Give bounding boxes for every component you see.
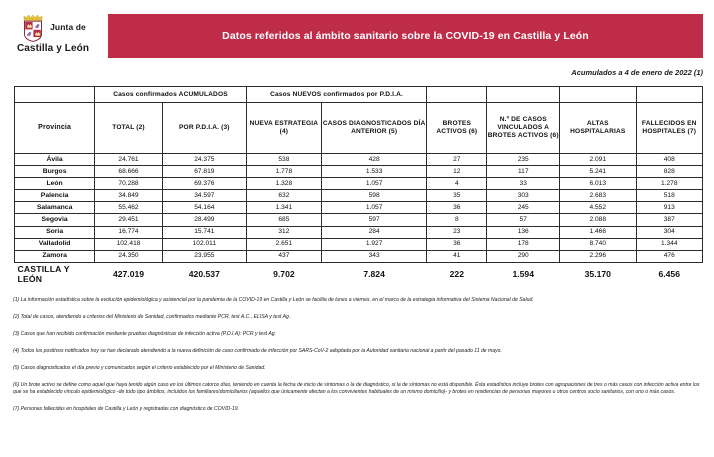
cell-fallecidos-hospitales: 304 — [636, 226, 703, 238]
table-body — [15, 154, 703, 285]
column-header-por-pdia: POR P.D.I.A. (3) — [162, 103, 246, 154]
cell-total: 16.774 — [95, 226, 163, 238]
cell-fallecidos-hospitales: 828 — [636, 166, 703, 178]
cell-nueva-estrategia: 312 — [246, 226, 321, 238]
group-header-spacer-4 — [560, 87, 636, 103]
footnote-3: (3) Casos que han recibido confirmación mediante pruebas diagnósticas de infección activa (P.D.I.A): PCR y test Ag. — [13, 330, 277, 337]
cell-por-pdia: 15.741 — [162, 226, 246, 238]
accumulated-date-note: Acumulados a 4 de enero de 2022 (1) — [571, 68, 703, 77]
cell-casos-dia-anterior: 284 — [322, 226, 427, 238]
cell-altas-hospitalarias: 2.091 — [560, 154, 636, 166]
total-fallecidos-hospitales: 6.456 — [636, 262, 703, 284]
group-header-spacer — [15, 87, 95, 103]
table-row — [15, 238, 703, 250]
cell-por-pdia: 34.597 — [162, 190, 246, 202]
page-header — [0, 0, 714, 60]
cell-brotes-activos: 23 — [427, 226, 487, 238]
footnote-5: (5) Casos diagnosticados el día previo y comunicados según el criterio establecido por el Ministerio de Sanidad. — [13, 364, 266, 371]
footnote-7: (7) Personas fallecidas en hospitales de Castilla y León y registradas con diagnóstico de COVID-19. — [13, 406, 239, 413]
cell-total: 29.451 — [95, 214, 163, 226]
cell-provincia: Segovia — [15, 214, 95, 226]
table-row — [15, 202, 703, 214]
cell-provincia: Ávila — [15, 154, 95, 166]
table-group-header-row — [15, 87, 703, 103]
cell-casos-dia-anterior: 1.057 — [322, 202, 427, 214]
table-total-row — [15, 262, 703, 284]
cell-nueva-estrategia: 685 — [246, 214, 321, 226]
cell-total: 102.418 — [95, 238, 163, 250]
cell-casos-dia-anterior: 1.057 — [322, 178, 427, 190]
cell-casos-vinculados: 235 — [487, 154, 560, 166]
cell-altas-hospitalarias: 8.740 — [560, 238, 636, 250]
cell-fallecidos-hospitales: 518 — [636, 190, 703, 202]
column-header-total: TOTAL (2) — [95, 103, 163, 154]
table-row — [15, 250, 703, 262]
cell-altas-hospitalarias: 6.013 — [560, 178, 636, 190]
cell-fallecidos-hospitales: 1.278 — [636, 178, 703, 190]
column-header-casos-vinculados-brotes: N.º DE CASOS VINCULADOS A BROTES ACTIVOS (6) — [487, 103, 560, 154]
cell-provincia: Valladolid — [15, 238, 95, 250]
cell-casos-vinculados: 290 — [487, 250, 560, 262]
cell-total: 24.761 — [95, 154, 163, 166]
total-casos-dia-anterior: 7.824 — [322, 262, 427, 284]
cell-provincia: Soria — [15, 226, 95, 238]
cell-nueva-estrategia: 2.651 — [246, 238, 321, 250]
cell-casos-vinculados: 33 — [487, 178, 560, 190]
column-header-fallecidos-hospitales: FALLECIDOS EN HOSPITALES (7) — [636, 103, 703, 154]
cell-casos-vinculados: 57 — [487, 214, 560, 226]
cell-altas-hospitalarias: 2.088 — [560, 214, 636, 226]
footnotes-block — [13, 297, 707, 414]
cell-brotes-activos: 4 — [427, 178, 487, 190]
table-column-header-row — [15, 103, 703, 154]
group-header-nuevos: Casos NUEVOS confirmados por P.D.I.A. — [246, 87, 426, 103]
cell-por-pdia: 28.499 — [162, 214, 246, 226]
column-header-casos-diagnosticados-dia-anterior: CASOS DIAGNOSTICADOS DÍA ANTERIOR (5) — [322, 103, 427, 154]
title-banner — [108, 14, 703, 58]
cell-fallecidos-hospitales: 476 — [636, 250, 703, 262]
cell-por-pdia: 102.011 — [162, 238, 246, 250]
total-nueva-estrategia: 9.702 — [246, 262, 321, 284]
table-row — [15, 178, 703, 190]
cell-casos-vinculados: 303 — [487, 190, 560, 202]
table-head — [15, 87, 703, 154]
group-header-spacer-5 — [636, 87, 703, 103]
cell-brotes-activos: 36 — [427, 238, 487, 250]
cell-brotes-activos: 36 — [427, 202, 487, 214]
cell-casos-vinculados: 245 — [487, 202, 560, 214]
covid-table-container — [14, 86, 703, 284]
column-header-provincia: Provincia — [15, 103, 95, 154]
cell-brotes-activos: 35 — [427, 190, 487, 202]
cell-fallecidos-hospitales: 913 — [636, 202, 703, 214]
cell-fallecidos-hospitales: 408 — [636, 154, 703, 166]
junta-logo — [0, 0, 106, 55]
table-row — [15, 154, 703, 166]
cell-provincia: Salamanca — [15, 202, 95, 214]
cell-casos-vinculados: 136 — [487, 226, 560, 238]
cell-brotes-activos: 8 — [427, 214, 487, 226]
total-casos-vinculados: 1.594 — [487, 262, 560, 284]
column-header-nueva-estrategia: NUEVA ESTRATEGIA (4) — [246, 103, 321, 154]
cell-provincia: Palencia — [15, 190, 95, 202]
cell-casos-dia-anterior: 597 — [322, 214, 427, 226]
logo-crest-row — [20, 12, 86, 42]
table-row — [15, 166, 703, 178]
cell-casos-dia-anterior: 428 — [322, 154, 427, 166]
total-altas-hospitalarias: 35.170 — [560, 262, 636, 284]
cell-por-pdia: 23.955 — [162, 250, 246, 262]
cell-provincia: Burgos — [15, 166, 95, 178]
cell-total: 70.288 — [95, 178, 163, 190]
group-header-acumulados: Casos confirmados ACUMULADOS — [95, 87, 247, 103]
cell-provincia: León — [15, 178, 95, 190]
logo-line-2: Castilla y León — [16, 43, 90, 54]
cell-casos-dia-anterior: 1.533 — [322, 166, 427, 178]
footnote-2: (2) Total de casos, atendiendo a criterios del Ministerio de Sanidad, confirmados mediante PCR, test A.C., ELISA y test Ag. — [13, 314, 291, 321]
group-header-spacer-3 — [487, 87, 560, 103]
cell-altas-hospitalarias: 5.241 — [560, 166, 636, 178]
footnote-4: (4) Todos los positivos notificados hoy se han declarado atendiendo a la nueva definición de caso confirmado de infección por SARS-CoV-2 adoptada por la Autoridad sanitaria nacional a partir del pasado 11 de mayo. — [13, 347, 502, 354]
cell-brotes-activos: 41 — [427, 250, 487, 262]
table-row — [15, 226, 703, 238]
castilla-y-leon-coat-of-arms-icon — [20, 12, 46, 42]
cell-brotes-activos: 12 — [427, 166, 487, 178]
cell-por-pdia: 69.376 — [162, 178, 246, 190]
logo-line-1: Junta de — [50, 21, 86, 32]
cell-nueva-estrategia: 538 — [246, 154, 321, 166]
cell-casos-dia-anterior: 1.927 — [322, 238, 427, 250]
footnote-1: (1) La información estadística sobre la evolución epidemiológica y asistencial por la pandemia de la COVID-19 en Castilla y León se facilita de lunes a viernes, en el marco de la estrategia informativa del Sistema Nacional de Salud. — [13, 297, 534, 304]
cell-nueva-estrategia: 632 — [246, 190, 321, 202]
cell-casos-vinculados: 178 — [487, 238, 560, 250]
column-header-altas-hospitalarias: ALTAS HOSPITALARIAS — [560, 103, 636, 154]
cell-casos-dia-anterior: 343 — [322, 250, 427, 262]
total-total: 427.019 — [95, 262, 163, 284]
column-header-brotes-activos: BROTES ACTIVOS (6) — [427, 103, 487, 154]
footnote-6: (6) Un brote activo se define como aquel que haya tenido algún caso en los últimos catorce días, teniendo en cuenta la fecha de inicio de síntomas o la de diagnóstico, si la de síntomas no está disponible. Ésta estadística incluye brotes con agrupaciones de tres o más casos con infección activa entre los que se ha establecido vínculo epidemiológico -de todo tipo ámbitos, incluidos los familiares/domiciliarios (aquellos que únicamente afectan a los convivientes habituales de un mismo domicilio)- y brotes en residencias de personas mayores u otros centros socio sanitarios, con uno o más casos. — [13, 381, 700, 396]
cell-altas-hospitalarias: 4.552 — [560, 202, 636, 214]
cell-nueva-estrategia: 1.328 — [246, 178, 321, 190]
cell-por-pdia: 67.819 — [162, 166, 246, 178]
total-label: CASTILLA Y LEÓN — [15, 262, 95, 284]
cell-total: 34.849 — [95, 190, 163, 202]
cell-casos-vinculados: 117 — [487, 166, 560, 178]
cell-total: 68.666 — [95, 166, 163, 178]
cell-nueva-estrategia: 437 — [246, 250, 321, 262]
cell-casos-dia-anterior: 598 — [322, 190, 427, 202]
cell-nueva-estrategia: 1.778 — [246, 166, 321, 178]
table-row — [15, 190, 703, 202]
cell-por-pdia: 24.375 — [162, 154, 246, 166]
cell-altas-hospitalarias: 2.296 — [560, 250, 636, 262]
cell-por-pdia: 54.164 — [162, 202, 246, 214]
cell-nueva-estrategia: 1.341 — [246, 202, 321, 214]
total-brotes-activos: 222 — [427, 262, 487, 284]
cell-total: 24.350 — [95, 250, 163, 262]
cell-altas-hospitalarias: 1.466 — [560, 226, 636, 238]
cell-fallecidos-hospitales: 387 — [636, 214, 703, 226]
group-header-spacer-2 — [427, 87, 487, 103]
cell-altas-hospitalarias: 2.683 — [560, 190, 636, 202]
cell-total: 55.462 — [95, 202, 163, 214]
cell-provincia: Zamora — [15, 250, 95, 262]
cell-fallecidos-hospitales: 1.344 — [636, 238, 703, 250]
page-title: Datos referidos al ámbito sanitario sobre la COVID-19 en Castilla y León — [222, 30, 589, 42]
covid-data-table — [14, 86, 703, 284]
cell-brotes-activos: 27 — [427, 154, 487, 166]
total-por-pdia: 420.537 — [162, 262, 246, 284]
table-row — [15, 214, 703, 226]
